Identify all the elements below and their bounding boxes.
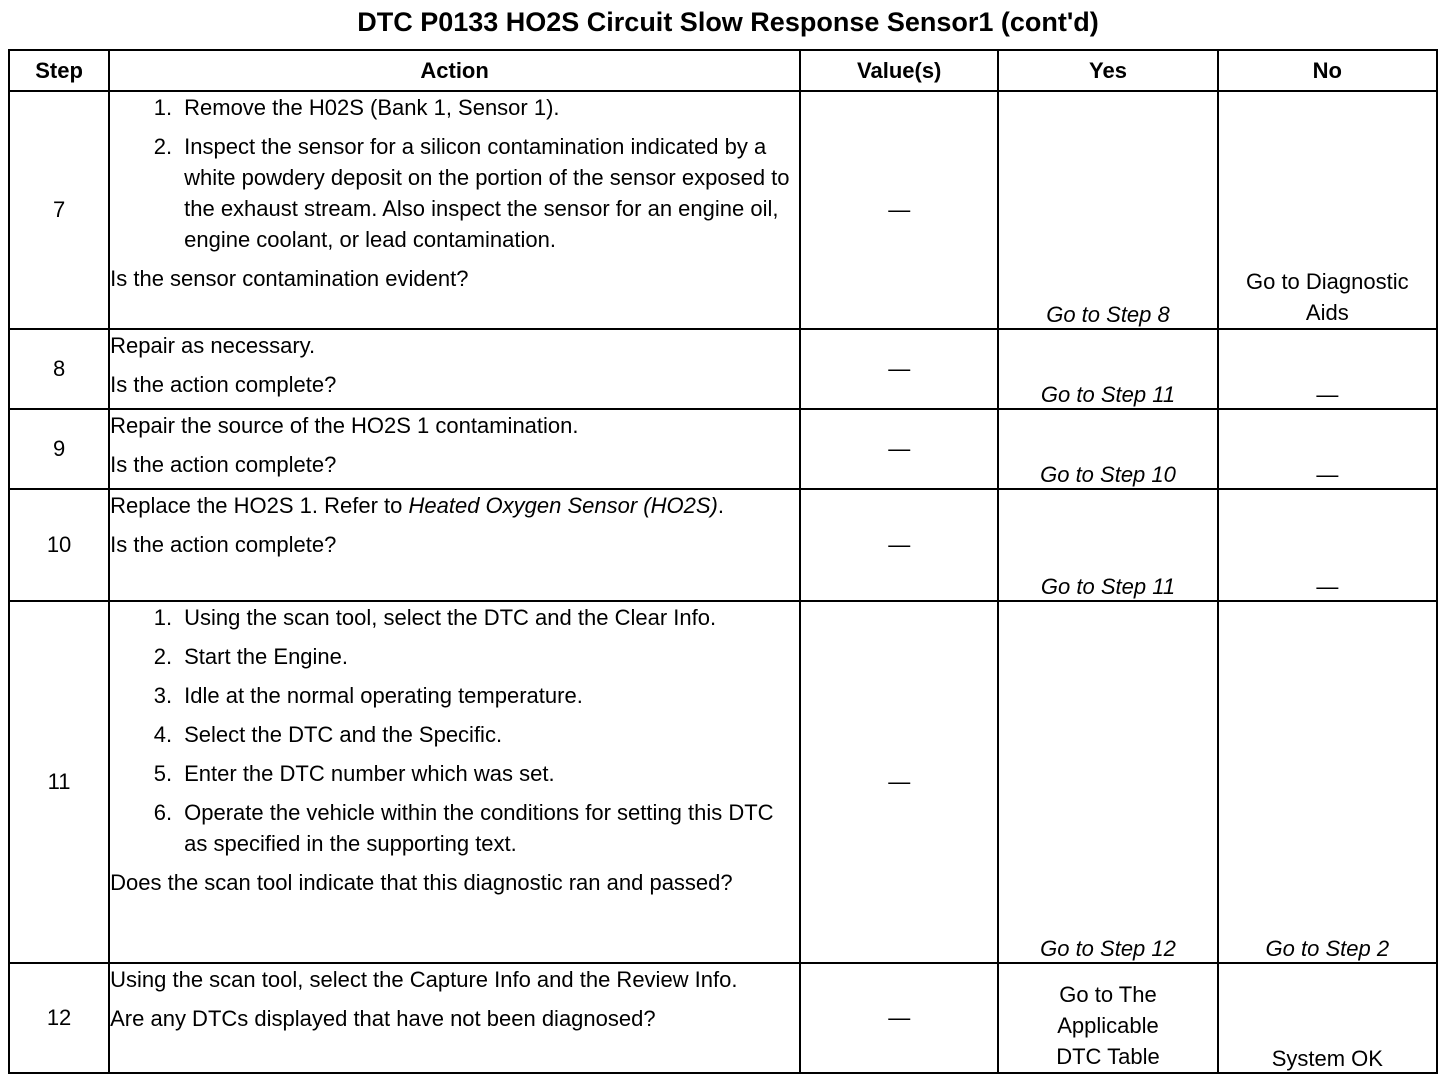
action-step-item: 1. Using the scan tool, select the DTC and the Clear Info. xyxy=(153,605,717,630)
action-cell xyxy=(109,409,800,489)
action-question: Are any DTCs displayed that have not been diagnosed? xyxy=(110,1006,656,1031)
action-step-item: 6. Operate the vehicle within the conditions for setting this DTC as specified in the supporting text. xyxy=(153,800,774,856)
step-number: 7 xyxy=(9,91,109,329)
value-cell: — xyxy=(800,329,998,409)
action-steps xyxy=(110,92,799,255)
action-question: Is the sensor contamination evident? xyxy=(110,266,469,291)
action-text-prefix: Replace the HO2S 1. Refer to xyxy=(110,493,409,518)
value-cell: — xyxy=(800,963,998,1073)
no-cell: — xyxy=(1218,409,1437,489)
yes-cell-text: Go to The Applicable DTC Table xyxy=(1056,982,1160,1069)
diagnostic-table xyxy=(8,49,1438,1074)
action-question: Is the action complete? xyxy=(110,372,337,397)
yes-cell: Go to Step 11 xyxy=(998,329,1217,409)
action-question: Does the scan tool indicate that this diagnostic ran and passed? xyxy=(110,870,733,895)
action-cell xyxy=(109,963,800,1073)
action-question: Is the action complete? xyxy=(110,452,337,477)
step-number: 11 xyxy=(9,601,109,963)
step-number: 8 xyxy=(9,329,109,409)
no-cell xyxy=(1218,91,1437,329)
action-question: Is the action complete? xyxy=(110,532,337,557)
action-text xyxy=(110,490,799,521)
action-step-item: 3. Idle at the normal operating temperature. xyxy=(153,683,583,708)
action-steps xyxy=(110,602,799,859)
reference-link[interactable]: Heated Oxygen Sensor (HO2S) xyxy=(408,493,718,518)
no-cell: — xyxy=(1218,329,1437,409)
value-cell: — xyxy=(800,489,998,601)
action-text: Repair the source of the HO2S 1 contamination. xyxy=(110,413,579,438)
header-step: Step xyxy=(9,50,109,91)
action-cell xyxy=(109,601,800,963)
action-step-item: 2. Inspect the sensor for a silicon contamination indicated by a white powdery deposit on the portion of the sensor exposed to the exhaust stream. Also inspect the sensor for an engine oil, engine coolant, or lead contamination. xyxy=(153,134,790,252)
action-text: Using the scan tool, select the Capture Info and the Review Info. xyxy=(110,967,738,992)
action-text: Repair as necessary. xyxy=(110,333,316,358)
action-step-item: 5. Enter the DTC number which was set. xyxy=(153,761,555,786)
table-row-step-8 xyxy=(9,329,1437,409)
table-row-step-12 xyxy=(9,963,1437,1073)
value-cell: — xyxy=(800,409,998,489)
action-cell xyxy=(109,91,800,329)
action-cell xyxy=(109,329,800,409)
step-number: 10 xyxy=(9,489,109,601)
value-cell: — xyxy=(800,601,998,963)
header-value: Value(s) xyxy=(800,50,998,91)
table-row-step-9 xyxy=(9,409,1437,489)
no-cell: Go to Step 2 xyxy=(1218,601,1437,963)
table-row-step-11 xyxy=(9,601,1437,963)
value-cell: — xyxy=(800,91,998,329)
header-yes: Yes xyxy=(998,50,1217,91)
yes-cell: Go to Step 12 xyxy=(998,601,1217,963)
yes-cell xyxy=(998,963,1217,1073)
action-cell xyxy=(109,489,800,601)
table-row-step-10 xyxy=(9,489,1437,601)
action-step-item: 2. Start the Engine. xyxy=(153,644,349,669)
no-cell-text: Go to Diagnostic Aids xyxy=(1245,269,1409,325)
no-cell: — xyxy=(1218,489,1437,601)
step-number: 12 xyxy=(9,963,109,1073)
table-row-step-7 xyxy=(9,91,1437,329)
yes-cell: Go to Step 11 xyxy=(998,489,1217,601)
yes-cell: Go to Step 8 xyxy=(998,91,1217,329)
header-no: No xyxy=(1218,50,1437,91)
page-title: DTC P0133 HO2S Circuit Slow Response Sensor1 (cont'd) xyxy=(357,7,1099,37)
no-cell: System OK xyxy=(1218,963,1437,1073)
header-row xyxy=(9,50,1437,91)
action-step-item: 1. Remove the H02S (Bank 1, Sensor 1). xyxy=(153,95,560,120)
step-number: 9 xyxy=(9,409,109,489)
action-text-suffix: . xyxy=(717,493,724,518)
header-action: Action xyxy=(109,50,800,91)
action-step-item: 4. Select the DTC and the Specific. xyxy=(153,722,503,747)
yes-cell: Go to Step 10 xyxy=(998,409,1217,489)
